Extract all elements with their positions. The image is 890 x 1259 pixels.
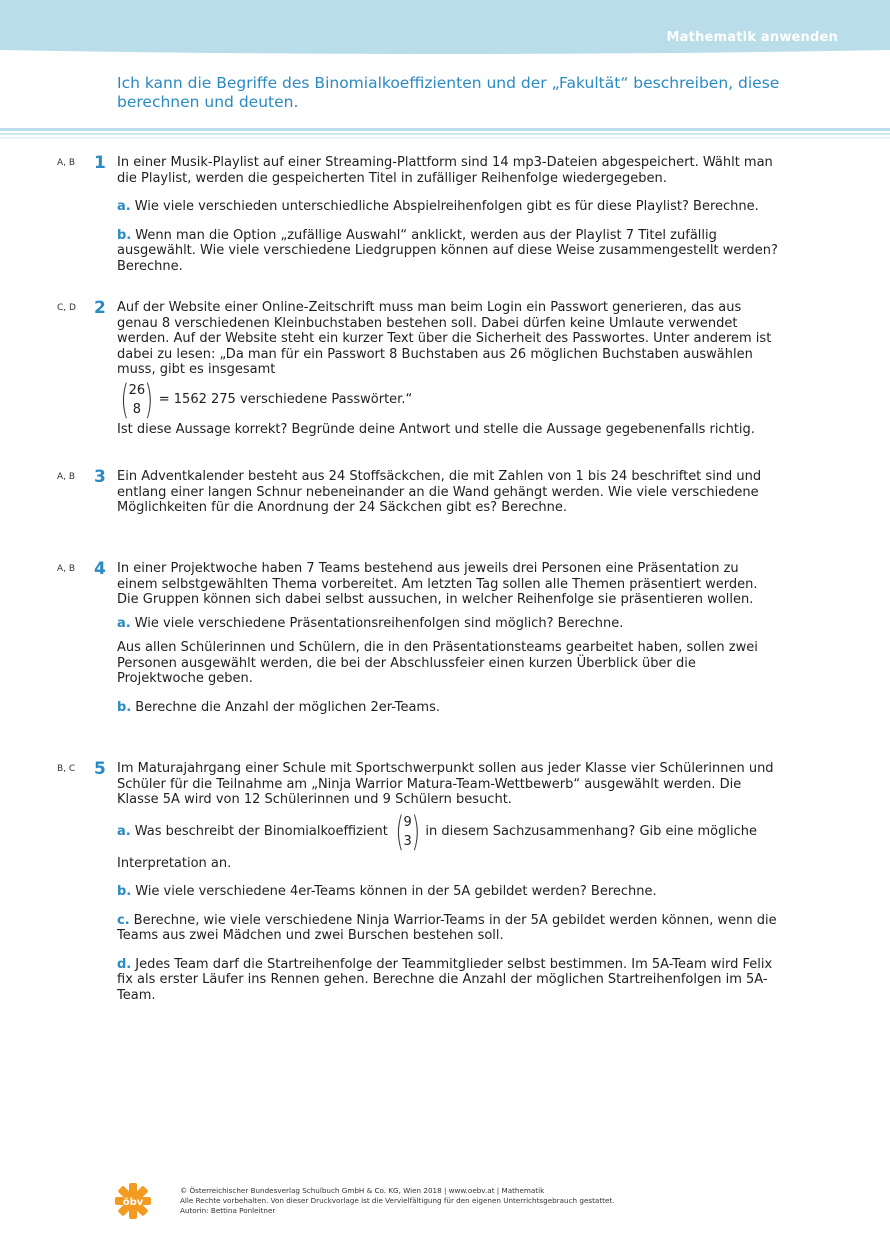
task-body	[117, 761, 782, 1016]
task-body	[117, 155, 782, 287]
task-part-a-line2: Interpretation an.	[117, 855, 232, 871]
task-tag: B, C	[57, 764, 76, 774]
task-tag: A, B	[57, 564, 76, 574]
binomial-coefficient: ( 9 3 )	[395, 808, 420, 855]
section-label: Mathematik anwenden	[666, 30, 838, 45]
task-stem: Ein Adventkalender besteht aus 24 Stoffsäckchen, die mit Zahlen von 1 bis 24 beschriftet sind und entlang einer langen Schnur nebeneinander an die Wand gehängt werden. Wie viele verschiedene Möglichkeiten für die Anordnung der 24 Säckchen gibt es? Berechne.	[117, 469, 762, 515]
svg-text:öbv: öbv	[122, 1197, 144, 1208]
header-band	[0, 0, 890, 54]
task-stem: In einer Projektwoche haben 7 Teams bestehend aus jeweils drei Personen eine Präsentation zu einem selbstgewählten Thema vorbereitet. Am letzten Tag sollen alle Themen präsentiert werden. Die Gruppen können sich dabei selbst aussuchen, in welcher Reihenfolge sie präsentieren wollen.	[117, 561, 758, 607]
task-body	[117, 469, 782, 529]
publisher-logo	[114, 1183, 152, 1219]
task-tag: A, B	[57, 472, 76, 482]
task-body	[117, 300, 782, 450]
task-tag: C, D	[57, 303, 76, 313]
task-number: 1	[94, 153, 106, 173]
task-part-b: b. Wenn man die Option „zufällige Auswahl“ anklickt, werden aus der Playlist 7 Titel zufällig ausgewählt. Wie viele verschiedene Liedgruppen können auf diese Weise zusammengestellt werden? Berechne.	[117, 227, 778, 274]
task-number: 5	[94, 759, 106, 779]
task-tag: A, B	[57, 158, 76, 168]
task-context: Aus allen Schülerinnen und Schülern, die in den Präsentationsteams gearbeitet haben, sollen zwei Personen ausgewählt werden, die bei der Abschlussfeier einen kurzen Überblick über die Projektwoche geben.	[117, 640, 758, 686]
task-part-a: a. Wie viele verschieden unterschiedliche Abspielreihenfolgen gibt es für diese Playlist? Berechne.	[117, 199, 759, 214]
task-number: 3	[94, 467, 106, 487]
learning-goal: Ich kann die Begriffe des Binomialkoeffizienten und der „Fakultät“ beschreiben, diese berechnen und deuten.	[117, 74, 780, 111]
task-stem: In einer Musik-Playlist auf einer Streaming-Plattform sind 14 mp3-Dateien abgespeichert. Wählt man die Playlist, werden die gespeicherten Titel in zufälliger Reihenfolge wiedergegeben.	[117, 155, 773, 186]
task-number: 2	[94, 298, 106, 318]
task-stem: Auf der Website einer Online-Zeitschrift muss man beim Login ein Passwort generieren, das aus genau 8 verschiedenen Kleinbuchstaben bestehen soll. Dabei dürfen keine Umlaute verwendet werden. Auf der Website steht ein kurzer Text über die Sicherheit des Passwortes. Unter anderem ist dabei zu lesen: „Da man für ein Passwort 8 Buchstaben aus 26 möglichen Buchstaben auswählen muss, gibt es insgesamt	[117, 300, 772, 377]
copyright-notice: © Österreichischer Bundesverlag Schulbuch GmbH & Co. KG, Wien 2018 | www.oebv.at | Mathematik Alle Rechte vorbehalten. Von dieser Druckvorlage ist die Vervielfältigung für den eigenen Unterrichtsgebrauch gestattet. Autorin: Bettina Ponleitner	[180, 1186, 615, 1215]
password-formula: ( 26 8 ) = 1562 275 verschiedene Passwörter.“	[117, 380, 782, 420]
divider-stripe	[0, 125, 890, 137]
task-part-b: b. Wie viele verschiedene 4er-Teams können in der 5A gebildet werden? Berechne.	[117, 884, 657, 899]
task-question: Ist diese Aussage korrekt? Begründe deine Antwort und stelle die Aussage gegebenenfalls richtig.	[117, 421, 755, 437]
task-part-c: c. Berechne, wie viele verschiedene Ninja Warrior-Teams in der 5A gebildet werden können, wenn die Teams aus zwei Mädchen und zwei Burschen bestehen soll.	[117, 912, 777, 943]
task-body	[117, 561, 782, 728]
task-number: 4	[94, 559, 106, 579]
task-stem: Im Maturajahrgang einer Schule mit Sportschwerpunkt sollen aus jeder Klasse vier Schülerinnen und Schüler für die Teilnahme am „Ninja Warrior Matura-Team-Wettbewerb“ ausgewählt werden. Die Klasse 5A wird von 12 Schülerinnen und 9 Schülern besucht.	[117, 761, 774, 807]
binomial-coefficient: ( 26 8 )	[120, 376, 154, 423]
task-part-d: d. Jedes Team darf die Startreihenfolge der Teammitglieder selbst bestimmen. Im 5A-Team wird Felix fix als erster Läufer ins Rennen gehen. Berechne die Anzahl der möglichen Startreihenfolgen im 5A-Team.	[117, 956, 773, 1003]
task-part-a: a. Was beschreibt der Binomialkoeffizient ( 9 3 ) in diesem Sachzusammenhang? Gib eine mögliche	[117, 808, 757, 855]
task-part-a: a. Wie viele verschiedene Präsentationsreihenfolgen sind möglich? Berechne.	[117, 615, 624, 631]
task-part-b: b. Berechne die Anzahl der möglichen 2er-Teams.	[117, 699, 441, 715]
